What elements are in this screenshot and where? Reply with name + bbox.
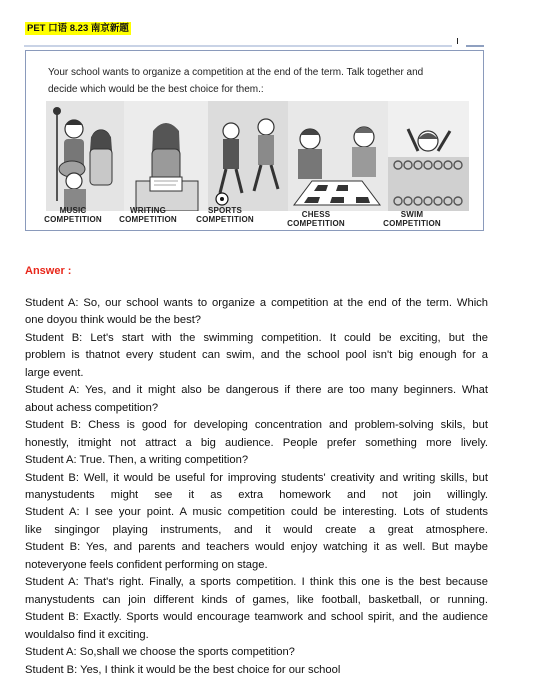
dialogue-line: problem is thatnot every student can swim, and the school pool isn't big enough for a xyxy=(25,349,488,362)
dialogue-line: Student A: True. Then, a writing competition? xyxy=(25,454,249,467)
dialogue-line: Student A: So,shall we choose the sports competition? xyxy=(25,646,295,659)
option-label-music: MUSIC COMPETITION xyxy=(44,206,102,224)
document-title: PET 口语 8.23 南京新题 xyxy=(27,23,129,34)
competition-illustrations xyxy=(46,101,469,211)
dialogue-line: Student B: Let's start with the swimming competition. It could be exciting, but the xyxy=(25,331,488,344)
dialogue-line: Student A: So, our school wants to organize a competition at the end of the term. Which xyxy=(25,297,488,309)
option-label-swim: SWIM COMPETITION xyxy=(383,210,441,228)
dialogue-line: like singingor playing instruments, and it would create a great atmosphere. xyxy=(25,523,488,536)
dialogue-line: noteveryone feels confident performing on stage. xyxy=(25,558,268,571)
dialogue-line: Student B: Chess is good for developing concentration and problem-solving skils, but xyxy=(25,419,488,432)
dialogue-line: manystudents might see it as extra homework and not join willingly. xyxy=(25,488,488,501)
dialogue-line: about achess competition? xyxy=(25,401,159,414)
header-divider-end xyxy=(466,45,484,47)
dialogue-line: Student A: That's right. Finally, a sports competition. I think this one is the best because xyxy=(25,576,488,589)
task-prompt-line: decide which would be the best choice for them.: xyxy=(48,84,264,95)
option-labels xyxy=(26,206,485,230)
dialogue-line: Student B: Well, it would be useful for improving students' creativity and writing skills, but xyxy=(25,471,488,484)
option-label-writing: WRITING COMPETITION xyxy=(119,206,177,224)
header-divider xyxy=(24,45,452,47)
dialogue-line: Student A: I see your point. A music competition could be interesting. Lots of students xyxy=(25,506,488,519)
dialogue-line: one doyou think would be the best? xyxy=(25,314,202,327)
sports-scene-icon xyxy=(208,101,288,211)
swim-scene-icon xyxy=(388,101,469,211)
dialogue-line: Student A: Yes, and it might also be dangerous if there are too many beginners. What xyxy=(25,384,488,397)
dialogue-line: Student B: Yes, and parents and teachers would enjoy watching it as well. But maybe xyxy=(25,541,488,554)
dialogue-line: Student B: Exactly. Sports would encourage teamwork and school spirit, and the audience xyxy=(25,611,488,624)
dialogue-line: honestly, itmight not attract a big audience. People prefer something more lively. xyxy=(25,436,488,449)
task-prompt-line: Your school wants to organize a competition at the end of the term. Talk together and xyxy=(48,67,424,78)
dialogue-line: Student B: Yes, I think it would be the best choice for our school xyxy=(25,663,341,676)
answer-heading: Answer : xyxy=(25,265,72,277)
chess-scene-icon xyxy=(288,101,388,211)
option-label-chess: CHESS COMPETITION xyxy=(287,210,345,228)
dialogue-text xyxy=(25,295,488,679)
task-prompt xyxy=(48,64,468,98)
dialogue-line: large event. xyxy=(25,366,84,379)
option-label-sports: SPORTS COMPETITION xyxy=(196,206,254,224)
dialogue-line: manystudents can join different kinds of games, like football, basketball, or running. xyxy=(25,593,488,606)
divider-tick xyxy=(457,38,458,44)
writing-scene-icon xyxy=(124,101,208,211)
music-scene-icon xyxy=(46,101,124,211)
task-card xyxy=(25,50,484,231)
dialogue-line: wouldalso find it exciting. xyxy=(25,628,149,641)
